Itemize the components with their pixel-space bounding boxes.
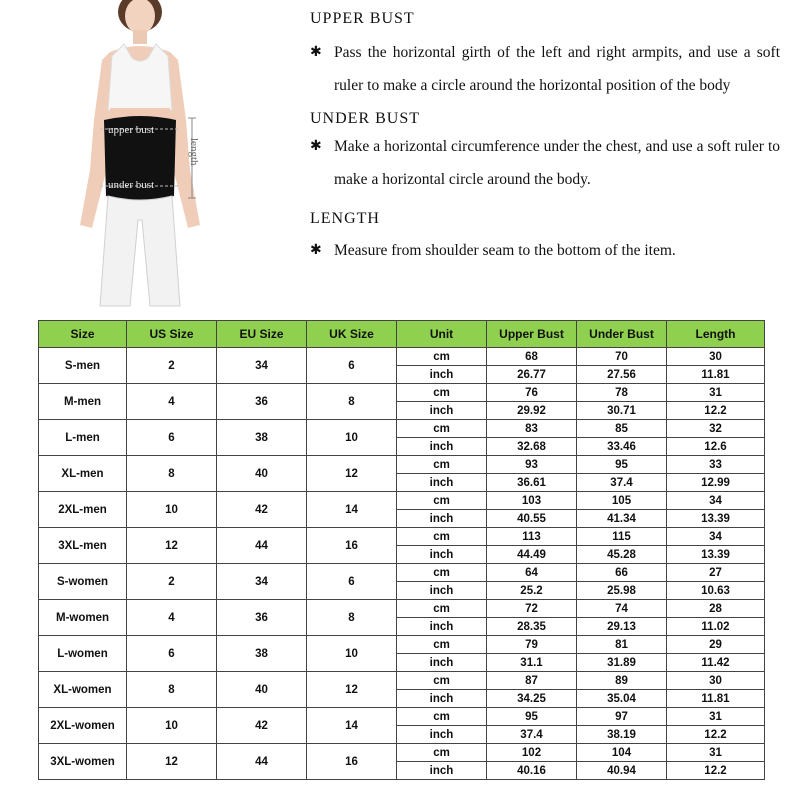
- uk-size-cell: 10: [307, 636, 397, 672]
- upper-bust-cell: 37.4: [487, 726, 577, 744]
- unit-cell: cm: [397, 492, 487, 510]
- length-cell: 12.6: [667, 438, 765, 456]
- size-cell: 3XL-women: [39, 744, 127, 780]
- uk-size-cell: 14: [307, 708, 397, 744]
- upper-bust-cell: 44.49: [487, 546, 577, 564]
- table-row: [39, 528, 765, 546]
- measurement-instructions: [310, 8, 780, 267]
- under-bust-cell: 31.89: [577, 654, 667, 672]
- upper-bust-cell: 25.2: [487, 582, 577, 600]
- under-bust-cell: 37.4: [577, 474, 667, 492]
- unit-cell: cm: [397, 708, 487, 726]
- unit-cell: inch: [397, 474, 487, 492]
- upper-bust-cell: 68: [487, 348, 577, 366]
- model-illustration: [40, 0, 240, 312]
- table-row: [39, 708, 765, 726]
- uk-size-cell: 8: [307, 384, 397, 420]
- upper-bust-cell: 36.61: [487, 474, 577, 492]
- unit-cell: cm: [397, 348, 487, 366]
- under-bust-cell: 30.71: [577, 402, 667, 420]
- under-bust-cell: 89: [577, 672, 667, 690]
- us-size-cell: 12: [127, 528, 217, 564]
- length-cell: 10.63: [667, 582, 765, 600]
- under-bust-cell: 38.19: [577, 726, 667, 744]
- size-cell: XL-women: [39, 672, 127, 708]
- unit-cell: inch: [397, 546, 487, 564]
- upper-bust-text: Pass the horizontal girth of the left and right armpits, and use a soft ruler to make a circle around the horizontal position of the body: [334, 44, 780, 94]
- length-cell: 12.2: [667, 402, 765, 420]
- uk-size-cell: 12: [307, 672, 397, 708]
- eu-size-cell: 34: [217, 564, 307, 600]
- upper-bust-cell: 87: [487, 672, 577, 690]
- under-bust-heading: UNDER BUST: [310, 110, 421, 127]
- upper-bust-cell: 40.16: [487, 762, 577, 780]
- us-size-cell: 10: [127, 492, 217, 528]
- length-cell: 27: [667, 564, 765, 582]
- asterisk-icon: ✱: [310, 44, 322, 60]
- unit-cell: cm: [397, 456, 487, 474]
- unit-cell: inch: [397, 690, 487, 708]
- us-size-cell: 12: [127, 744, 217, 780]
- upper-bust-label: upper bust: [108, 124, 155, 136]
- upper-bust-heading: UPPER BUST: [310, 10, 415, 27]
- table-row: [39, 384, 765, 402]
- under-bust-cell: 104: [577, 744, 667, 762]
- under-bust-cell: 70: [577, 348, 667, 366]
- eu-size-cell: 44: [217, 528, 307, 564]
- size-cell: M-women: [39, 600, 127, 636]
- under-bust-cell: 95: [577, 456, 667, 474]
- eu-size-cell: 40: [217, 672, 307, 708]
- size-cell: L-women: [39, 636, 127, 672]
- uk-size-cell: 12: [307, 456, 397, 492]
- header-upper-bust: Upper Bust: [487, 321, 577, 348]
- uk-size-cell: 10: [307, 420, 397, 456]
- uk-size-cell: 8: [307, 600, 397, 636]
- under-bust-label: under bust: [108, 179, 155, 191]
- unit-cell: inch: [397, 582, 487, 600]
- table-row: [39, 348, 765, 366]
- length-cell: 32: [667, 420, 765, 438]
- length-cell: 31: [667, 708, 765, 726]
- under-bust-cell: 41.34: [577, 510, 667, 528]
- unit-cell: inch: [397, 510, 487, 528]
- length-cell: 13.39: [667, 510, 765, 528]
- under-bust-cell: 33.46: [577, 438, 667, 456]
- unit-cell: inch: [397, 726, 487, 744]
- under-bust-cell: 66: [577, 564, 667, 582]
- uk-size-cell: 6: [307, 564, 397, 600]
- upper-bust-cell: 64: [487, 564, 577, 582]
- upper-bust-cell: 76: [487, 384, 577, 402]
- us-size-cell: 6: [127, 636, 217, 672]
- uk-size-cell: 16: [307, 528, 397, 564]
- table-row: [39, 672, 765, 690]
- model-figure: [40, 0, 240, 312]
- eu-size-cell: 38: [217, 636, 307, 672]
- under-bust-cell: 81: [577, 636, 667, 654]
- size-cell: 2XL-women: [39, 708, 127, 744]
- header-under-bust: Under Bust: [577, 321, 667, 348]
- upper-bust-cell: 93: [487, 456, 577, 474]
- header-unit: Unit: [397, 321, 487, 348]
- length-cell: 13.39: [667, 546, 765, 564]
- asterisk-icon: ✱: [310, 138, 322, 154]
- length-cell: 28: [667, 600, 765, 618]
- header-uk-size: UK Size: [307, 321, 397, 348]
- eu-size-cell: 40: [217, 456, 307, 492]
- under-bust-cell: 97: [577, 708, 667, 726]
- under-bust-cell: 27.56: [577, 366, 667, 384]
- us-size-cell: 8: [127, 672, 217, 708]
- eu-size-cell: 38: [217, 420, 307, 456]
- table-row: [39, 456, 765, 474]
- under-bust-cell: 40.94: [577, 762, 667, 780]
- us-size-cell: 6: [127, 420, 217, 456]
- size-cell: L-men: [39, 420, 127, 456]
- length-cell: 30: [667, 348, 765, 366]
- under-bust-cell: 115: [577, 528, 667, 546]
- upper-bust-cell: 83: [487, 420, 577, 438]
- under-bust-cell: 85: [577, 420, 667, 438]
- header-length: Length: [667, 321, 765, 348]
- unit-cell: cm: [397, 744, 487, 762]
- upper-bust-cell: 40.55: [487, 510, 577, 528]
- length-cell: 31: [667, 384, 765, 402]
- upper-bust-cell: 72: [487, 600, 577, 618]
- length-cell: 30: [667, 672, 765, 690]
- size-cell: 3XL-men: [39, 528, 127, 564]
- unit-cell: cm: [397, 564, 487, 582]
- us-size-cell: 2: [127, 564, 217, 600]
- length-cell: 29: [667, 636, 765, 654]
- size-cell: M-men: [39, 384, 127, 420]
- under-bust-cell: 45.28: [577, 546, 667, 564]
- length-cell: 11.81: [667, 366, 765, 384]
- eu-size-cell: 44: [217, 744, 307, 780]
- length-label: length: [188, 138, 200, 166]
- unit-cell: cm: [397, 600, 487, 618]
- under-bust-cell: 35.04: [577, 690, 667, 708]
- upper-bust-cell: 32.68: [487, 438, 577, 456]
- upper-bust-cell: 102: [487, 744, 577, 762]
- size-cell: S-men: [39, 348, 127, 384]
- upper-bust-cell: 26.77: [487, 366, 577, 384]
- unit-cell: cm: [397, 528, 487, 546]
- table-row: [39, 420, 765, 438]
- length-cell: 12.2: [667, 762, 765, 780]
- upper-bust-cell: 113: [487, 528, 577, 546]
- unit-cell: cm: [397, 636, 487, 654]
- unit-cell: inch: [397, 762, 487, 780]
- table-row: [39, 600, 765, 618]
- upper-bust-cell: 95: [487, 708, 577, 726]
- eu-size-cell: 42: [217, 708, 307, 744]
- unit-cell: inch: [397, 366, 487, 384]
- upper-bust-cell: 28.35: [487, 618, 577, 636]
- unit-cell: cm: [397, 672, 487, 690]
- uk-size-cell: 6: [307, 348, 397, 384]
- length-cell: 34: [667, 528, 765, 546]
- under-bust-text: Make a horizontal circumference under the chest, and use a soft ruler to make a horizontal circle around the body.: [334, 138, 780, 188]
- table-row: [39, 744, 765, 762]
- under-bust-cell: 74: [577, 600, 667, 618]
- length-cell: 34: [667, 492, 765, 510]
- length-cell: 11.42: [667, 654, 765, 672]
- upper-bust-instruction: [310, 36, 780, 102]
- header-eu-size: EU Size: [217, 321, 307, 348]
- us-size-cell: 2: [127, 348, 217, 384]
- length-text: Measure from shoulder seam to the bottom of the item.: [334, 242, 676, 259]
- eu-size-cell: 42: [217, 492, 307, 528]
- length-cell: 12.2: [667, 726, 765, 744]
- unit-cell: inch: [397, 402, 487, 420]
- uk-size-cell: 14: [307, 492, 397, 528]
- under-bust-cell: 29.13: [577, 618, 667, 636]
- us-size-cell: 4: [127, 384, 217, 420]
- upper-bust-cell: 34.25: [487, 690, 577, 708]
- upper-bust-cell: 29.92: [487, 402, 577, 420]
- length-cell: 31: [667, 744, 765, 762]
- header-size: Size: [39, 321, 127, 348]
- size-cell: 2XL-men: [39, 492, 127, 528]
- unit-cell: inch: [397, 438, 487, 456]
- us-size-cell: 8: [127, 456, 217, 492]
- upper-bust-cell: 103: [487, 492, 577, 510]
- size-chart-table: [38, 320, 765, 780]
- under-bust-cell: 105: [577, 492, 667, 510]
- under-bust-instruction: [310, 130, 780, 196]
- eu-size-cell: 36: [217, 600, 307, 636]
- unit-cell: inch: [397, 618, 487, 636]
- upper-bust-cell: 31.1: [487, 654, 577, 672]
- unit-cell: cm: [397, 384, 487, 402]
- under-bust-cell: 25.98: [577, 582, 667, 600]
- uk-size-cell: 16: [307, 744, 397, 780]
- header-us-size: US Size: [127, 321, 217, 348]
- length-cell: 11.02: [667, 618, 765, 636]
- unit-cell: inch: [397, 654, 487, 672]
- size-cell: S-women: [39, 564, 127, 600]
- size-cell: XL-men: [39, 456, 127, 492]
- length-instruction: [310, 234, 780, 267]
- under-bust-cell: 78: [577, 384, 667, 402]
- length-cell: 12.99: [667, 474, 765, 492]
- unit-cell: cm: [397, 420, 487, 438]
- table-row: [39, 636, 765, 654]
- table-header-row: [39, 321, 765, 348]
- upper-bust-cell: 79: [487, 636, 577, 654]
- us-size-cell: 10: [127, 708, 217, 744]
- table-row: [39, 564, 765, 582]
- table-body: [39, 348, 765, 780]
- length-heading: LENGTH: [310, 210, 380, 227]
- table-row: [39, 492, 765, 510]
- length-cell: 33: [667, 456, 765, 474]
- eu-size-cell: 36: [217, 384, 307, 420]
- asterisk-icon: ✱: [310, 242, 322, 258]
- us-size-cell: 4: [127, 600, 217, 636]
- eu-size-cell: 34: [217, 348, 307, 384]
- length-cell: 11.81: [667, 690, 765, 708]
